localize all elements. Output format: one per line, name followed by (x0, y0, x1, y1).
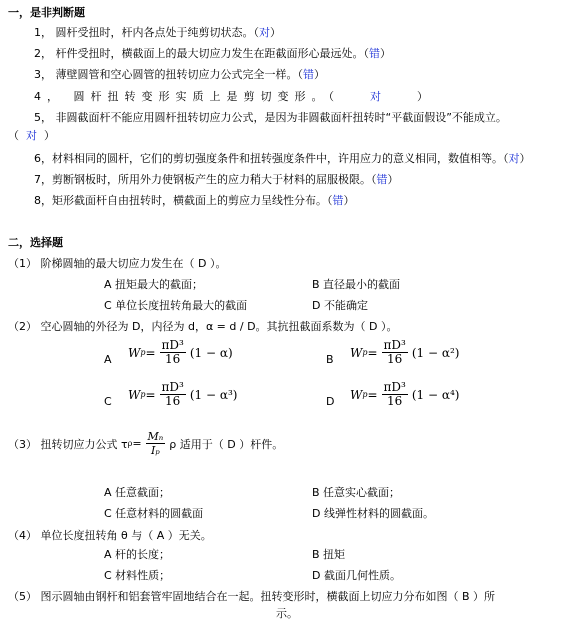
tf-item-6: 6，材料相同的圆杆，它们的剪切强度条件和扭转强度条件中，许用应力的意义相同，数值相等。（对） (34, 152, 531, 165)
q4-option-b: B 扭矩 (312, 548, 346, 561)
q2-option-b-formula: W p = $\frac{\text{πD³}}{16}$ (1 − α²) (350, 338, 460, 366)
q2-option-a-label: A (104, 353, 112, 366)
section2-title: 二，选择题 (8, 236, 63, 249)
q4-option-d: D 截面几何性质。 (312, 569, 401, 582)
q3-stem: （3） 扭转切应力公式 τ ρ = $\frac{\text{Mₙ}}{\text{Iₚ}}$ ρ 适用于（ D ）杆件。 (8, 430, 284, 457)
tf-item-1: 1， 圆杆受扭时，杆内各点处于纯剪切状态。（对） (34, 26, 281, 39)
tf-answer-1: 对 (259, 26, 270, 39)
q2-option-d-label: D (326, 395, 335, 408)
q2-option-d-formula: W p = $\frac{\text{πD³}}{16}$ (1 − α⁴) (350, 380, 460, 408)
tf-item-5-answer-line: （ 对 ） (8, 129, 55, 142)
q1-option-b: B 直径最小的截面 (312, 278, 401, 291)
q4-option-c: C 材料性质； (104, 569, 171, 582)
q3-option-a: A 任意截面； (104, 486, 171, 499)
q3-option-c: C 任意材料的圆截面 (104, 507, 204, 520)
tf-answer-5: 对 (26, 129, 37, 142)
tf-answer-2: 错 (369, 47, 380, 60)
q4-stem: （4） 单位长度扭转角 θ 与（ A ）无关。 (8, 529, 212, 542)
tf-item-4: 4， 圆杆扭转变形实质上是剪切变形。（ 对 ） (34, 90, 434, 103)
q2-option-c-formula: W p = $\frac{\text{πD³}}{16}$ (1 − α³) (128, 380, 238, 408)
q4-option-a: A 杆的长度； (104, 548, 171, 561)
tf-answer-4: 对 (370, 90, 387, 103)
q3-option-b: B 任意实心截面； (312, 486, 401, 499)
q5-stem: （5） 图示圆轴由钢杆和铝套管牢固地结合在一起。扭转变形时，横截面上切应力分布如图（ B ）所 (8, 590, 496, 603)
q1-stem: （1） 阶梯圆轴的最大切应力发生在（ D ）。 (8, 257, 227, 270)
q5-stem-continued: 示。 (276, 607, 298, 620)
tf-item-2: 2， 杆件受扭时，横截面上的最大切应力发生在距截面形心最远处。（错） (34, 47, 391, 60)
q2-option-a-formula: W p = $\frac{\text{πD³}}{16}$ (1 − α) (128, 338, 233, 366)
section1-title: 一，是非判断题 (8, 6, 85, 19)
tf-answer-3: 错 (303, 68, 314, 81)
tf-answer-6: 对 (508, 152, 520, 165)
q2-option-b-label: B (326, 353, 334, 366)
tf-item-7: 7，剪断钢板时，所用外力使钢板产生的应力稍大于材料的屈服极限。（错） (34, 173, 399, 186)
q2-stem: （2） 空心圆轴的外径为 D，内径为 d，α = d / D。其抗扭截面系数为（ D ）。 (8, 320, 398, 333)
q1-option-a: A 扭矩最大的截面； (104, 278, 204, 291)
q2-option-c-label: C (104, 395, 112, 408)
tf-answer-8: 错 (332, 194, 344, 207)
tf-answer-7: 错 (376, 173, 388, 186)
tf-item-3: 3， 薄壁圆管和空心圆管的扭转切应力公式完全一样。（错） (34, 68, 325, 81)
tf-item-8: 8，矩形截面杆自由扭转时，横截面上的剪应力呈线性分布。（错） (34, 194, 355, 207)
tf-item-5: 5， 非圆截面杆不能应用圆杆扭转切应力公式，是因为非圆截面杆扭转时“平截面假设”不能成立。 (34, 111, 507, 124)
q3-option-d: D 线弹性材料的圆截面。 (312, 507, 434, 520)
q1-option-d: D 不能确定 (312, 299, 368, 312)
q1-option-c: C 单位长度扭转角最大的截面 (104, 299, 248, 312)
